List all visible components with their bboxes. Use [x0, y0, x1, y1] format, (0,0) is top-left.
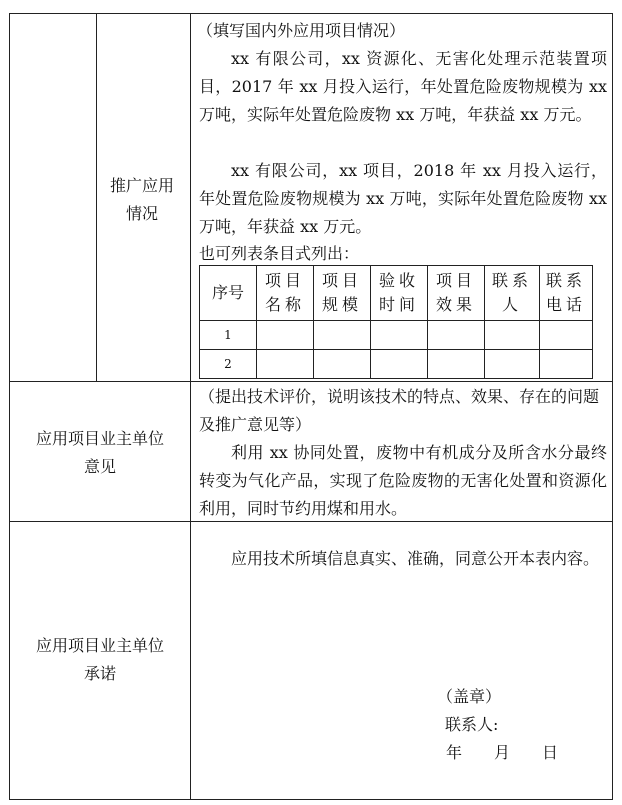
- table-cell: [371, 321, 428, 350]
- commitment-label-line2: 承诺: [83, 664, 116, 683]
- table-cell: [428, 321, 485, 350]
- table-cell: [540, 321, 593, 350]
- table-cell: 2: [200, 350, 257, 379]
- date-text: 年 月 日: [446, 743, 559, 762]
- table-cell: [428, 350, 485, 379]
- opinion-label-line1: 应用项目业主单位: [35, 429, 164, 448]
- promotion-paragraph-1: xx 有限公司，xx 资源化、无害化处理示范装置项目，2017 年 xx 月投入运行，年处置危险废物规模为 xx 万吨，实际年处置危险废物 xx 万吨，年获益 xx 万元。: [199, 49, 607, 124]
- header-cell: 联系人: [485, 266, 540, 321]
- header-cell: 项目规模: [314, 266, 371, 321]
- border-right: [612, 13, 613, 800]
- table-cell: [314, 321, 371, 350]
- promotion-hint: （填写国内外应用项目情况）: [197, 21, 406, 40]
- promotion-label: [97, 172, 187, 228]
- table-cell: [257, 350, 314, 379]
- table-cell: [540, 350, 593, 379]
- project-table-header: [200, 266, 593, 321]
- label-column-divider: [190, 13, 191, 800]
- promotion-paragraph-2: xx 有限公司，xx 项目，2018 年 xx 月投入运行，年处置危险废物规模为 xx 万吨，实际年处置危险废物 xx 万吨，年获益 xx 万元。: [199, 161, 607, 236]
- header-cell: 项目效果: [428, 266, 485, 321]
- table-cell: [485, 350, 540, 379]
- promotion-list-note: 也可列表条目式列出：: [199, 244, 360, 263]
- seal-text: （盖章）: [437, 687, 502, 706]
- border-bottom: [9, 799, 613, 800]
- section-divider-1: [9, 381, 613, 382]
- opinion-label: [10, 425, 190, 481]
- project-table: [199, 265, 593, 379]
- table-cell: [314, 350, 371, 379]
- commitment-paragraph: 应用技术所填信息真实、准确，同意公开本表内容。: [231, 549, 600, 568]
- header-cell: 项目名称: [257, 266, 314, 321]
- commitment-label: [10, 632, 190, 688]
- header-cell: 验收时间: [371, 266, 428, 321]
- table-cell: 1: [200, 321, 257, 350]
- contact-text: 联系人:: [445, 715, 499, 734]
- header-cell: 序号: [200, 266, 257, 321]
- table-row: [200, 321, 593, 350]
- opinion-hint: （提出技术评价，说明该技术的特点、效果、存在的问题及推广意见等）: [199, 387, 600, 434]
- table-cell: [371, 350, 428, 379]
- header-cell: 联系电话: [540, 266, 593, 321]
- border-top: [9, 13, 613, 14]
- table-row: [200, 350, 593, 379]
- opinion-paragraph: 利用 xx 协同处置，废物中有机成分及所含水分最终转变为气化产品，实现了危险废物的无害化处置和资源化利用，同时节约用煤和用水。: [199, 443, 607, 518]
- table-cell: [257, 321, 314, 350]
- promotion-label-line1: 推广应用: [109, 176, 174, 195]
- table-cell: [485, 321, 540, 350]
- opinion-label-line2: 意见: [83, 457, 116, 476]
- commitment-label-line1: 应用项目业主单位: [35, 636, 164, 655]
- promotion-label-line2: 情况: [125, 204, 158, 223]
